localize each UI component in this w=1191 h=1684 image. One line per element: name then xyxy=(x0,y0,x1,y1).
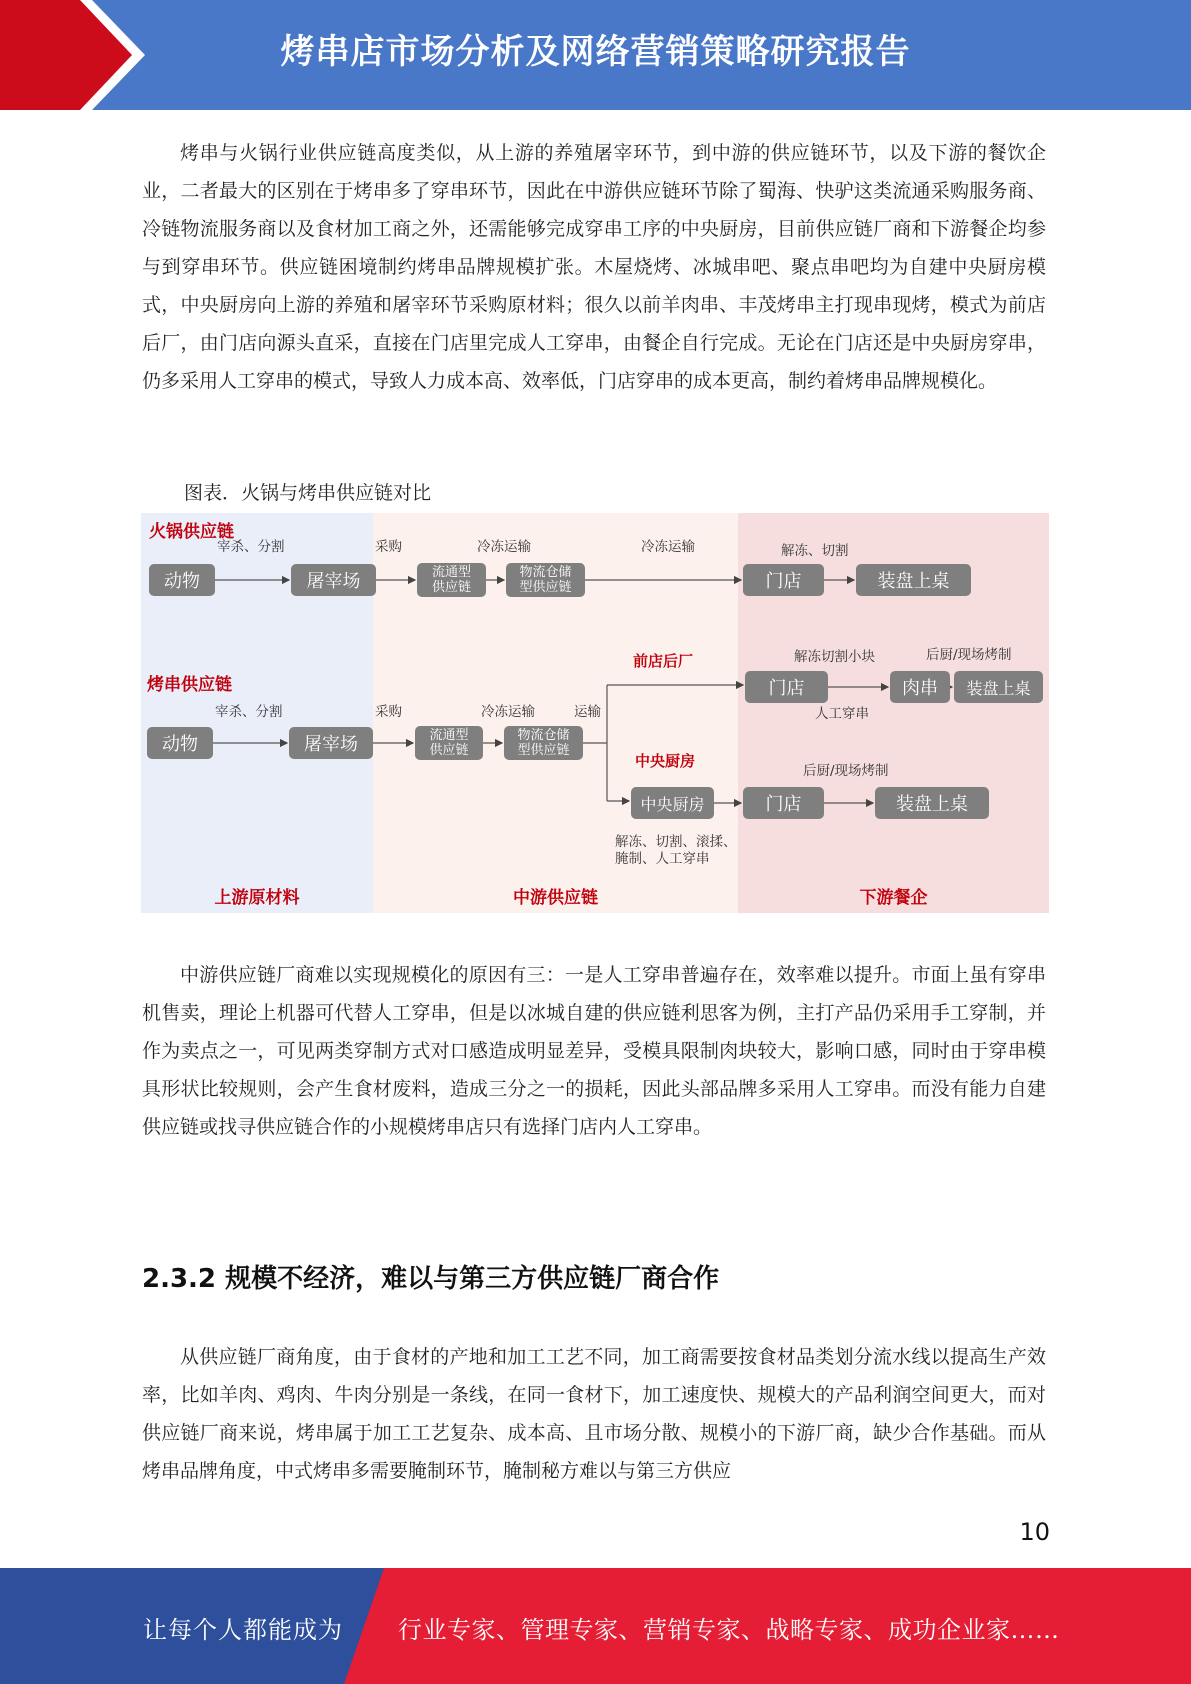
page-number: 10 xyxy=(1019,1518,1050,1546)
footer-slogan-left: 让每个人都能成为 xyxy=(143,1616,343,1644)
bbq-animal-box: 动物 xyxy=(147,727,213,759)
hotpot-kill-label: 宰杀、分割 xyxy=(217,539,285,555)
bbq-logistics-box: 物流仓储 型供应链 xyxy=(504,726,583,760)
bbq-grill-label-1: 后厨/现场烤制 xyxy=(926,647,1012,663)
bbq-serve-box-2: 装盘上桌 xyxy=(875,787,989,819)
zone-downstream-label: 下游餐企 xyxy=(859,888,928,908)
section-heading: 2.3.2 规模不经济，难以与第三方供应链厂商合作 xyxy=(142,1264,720,1294)
bbq-front-store-title: 前店后厂 xyxy=(633,652,694,670)
hotpot-cold-label-2: 冷冻运输 xyxy=(641,539,695,555)
hotpot-animal-box: 动物 xyxy=(149,564,215,596)
body-paragraph-2: 中游供应链厂商难以实现规模化的原因有三：一是人工穿串普遍存在，效率难以提升。市面上虽有穿串机售卖，理论上机器可代替人工穿串，但是以冰城自建的供应链利思客为例，主打产品仍采用手工穿制，并作为卖点之一，可见两类穿制方式对口感造成明显差异，受模具限制肉块较大，影响口感，同时由于穿串模具形状比较规则，会产生食材废料，造成三分之一的损耗，因此头部品牌多采用人工穿串。而没有能力自建供应链或找寻供应链合作的小规模烤串店只有选择门店内人工穿串。 xyxy=(142,964,1046,1138)
bbq-distribution-box: 流通型 供应链 xyxy=(415,726,483,760)
bbq-manual-label: 人工穿串 xyxy=(815,706,869,722)
report-title: 烤串店市场分析及网络营销策略研究报告 xyxy=(280,32,911,72)
hotpot-logistics-box: 物流仓储 型供应链 xyxy=(506,563,585,597)
bbq-central-kitchen-box: 中央厨房 xyxy=(631,787,714,819)
bbq-slaughter-box: 屠宰场 xyxy=(289,727,373,759)
hotpot-distribution-box: 流通型 供应链 xyxy=(417,563,486,597)
hotpot-slaughter-box: 屠宰场 xyxy=(291,564,376,596)
bbq-thaw-cut-label: 解冻切割小块 xyxy=(794,649,875,665)
body-paragraph-3: 从供应链厂商角度，由于食材的产地和加工工艺不同，加工商需要按食材品类划分流水线以提高生产效率，比如羊肉、鸡肉、牛肉分别是一条线，在同一食材下，加工速度快、规模大的产品利润空间更大，而对供应链厂商来说，烤串属于加工工艺复杂、成本高、且市场分散、规模小的下游厂商，缺少合作基础。而从烤串品牌角度，中式烤串多需要腌制环节，腌制秘方难以与第三方供应 xyxy=(142,1346,1046,1482)
hotpot-purchase-label: 采购 xyxy=(375,539,402,555)
hotpot-cold-label-1: 冷冻运输 xyxy=(477,539,531,555)
zone-midstream-label: 中游供应链 xyxy=(513,888,598,908)
hotpot-serve-box: 装盘上桌 xyxy=(856,564,971,596)
bbq-grill-label-2: 后厨/现场烤制 xyxy=(803,763,889,779)
zone-upstream-label: 上游原材料 xyxy=(214,888,300,908)
bbq-serve-box-1: 装盘上桌 xyxy=(954,671,1043,703)
bbq-store-box-2: 门店 xyxy=(743,787,824,819)
bbq-chain-title: 烤串供应链 xyxy=(147,675,232,695)
bbq-cold-label: 冷冻运输 xyxy=(481,704,535,720)
bbq-purchase-label: 采购 xyxy=(375,704,402,720)
supply-chain-diagram xyxy=(141,513,1049,913)
bbq-transport-label: 运输 xyxy=(574,704,601,720)
figure-caption: 图表．火锅与烤串供应链对比 xyxy=(184,482,432,504)
bbq-central-kitchen-process-label: 解冻、切割、滚揉、 腌制、人工穿串 xyxy=(615,834,737,867)
bbq-store-box-1: 门店 xyxy=(745,671,828,703)
bbq-kill-label: 宰杀、分割 xyxy=(215,704,283,720)
hotpot-store-box: 门店 xyxy=(743,564,824,596)
bbq-skewer-box: 肉串 xyxy=(890,671,950,703)
footer-slogan-right: 行业专家、管理专家、营销专家、战略专家、成功企业家…… xyxy=(398,1616,1060,1644)
hotpot-chain-title: 火锅供应链 xyxy=(149,522,234,542)
body-paragraph-1: 烤串与火锅行业供应链高度类似，从上游的养殖屠宰环节，到中游的供应链环节，以及下游的餐饮企业，二者最大的区别在于烤串多了穿串环节，因此在中游供应链环节除了蜀海、快驴这类流通采购服务商、冷链物流服务商以及食材加工商之外，还需能够完成穿串工序的中央厨房，目前供应链厂商和下游餐企均参与到穿串环节。供应链困境制约烤串品牌规模扩张。木屋烧烤、冰城串吧、聚点串吧均为自建中央厨房模式，中央厨房向上游的养殖和屠宰环节采购原材料；很久以前羊肉串、丰茂烤串主打现串现烤，模式为前店后厂，由门店向源头直采，直接在门店里完成人工穿串，由餐企自行完成。无论在门店还是中央厨房穿串，仍多采用人工穿串的模式，导致人力成本高、效率低，门店穿串的成本更高，制约着烤串品牌规模化。 xyxy=(142,142,1046,392)
hotpot-thaw-label: 解冻、切割 xyxy=(781,543,849,559)
bbq-central-kitchen-title: 中央厨房 xyxy=(635,752,696,770)
